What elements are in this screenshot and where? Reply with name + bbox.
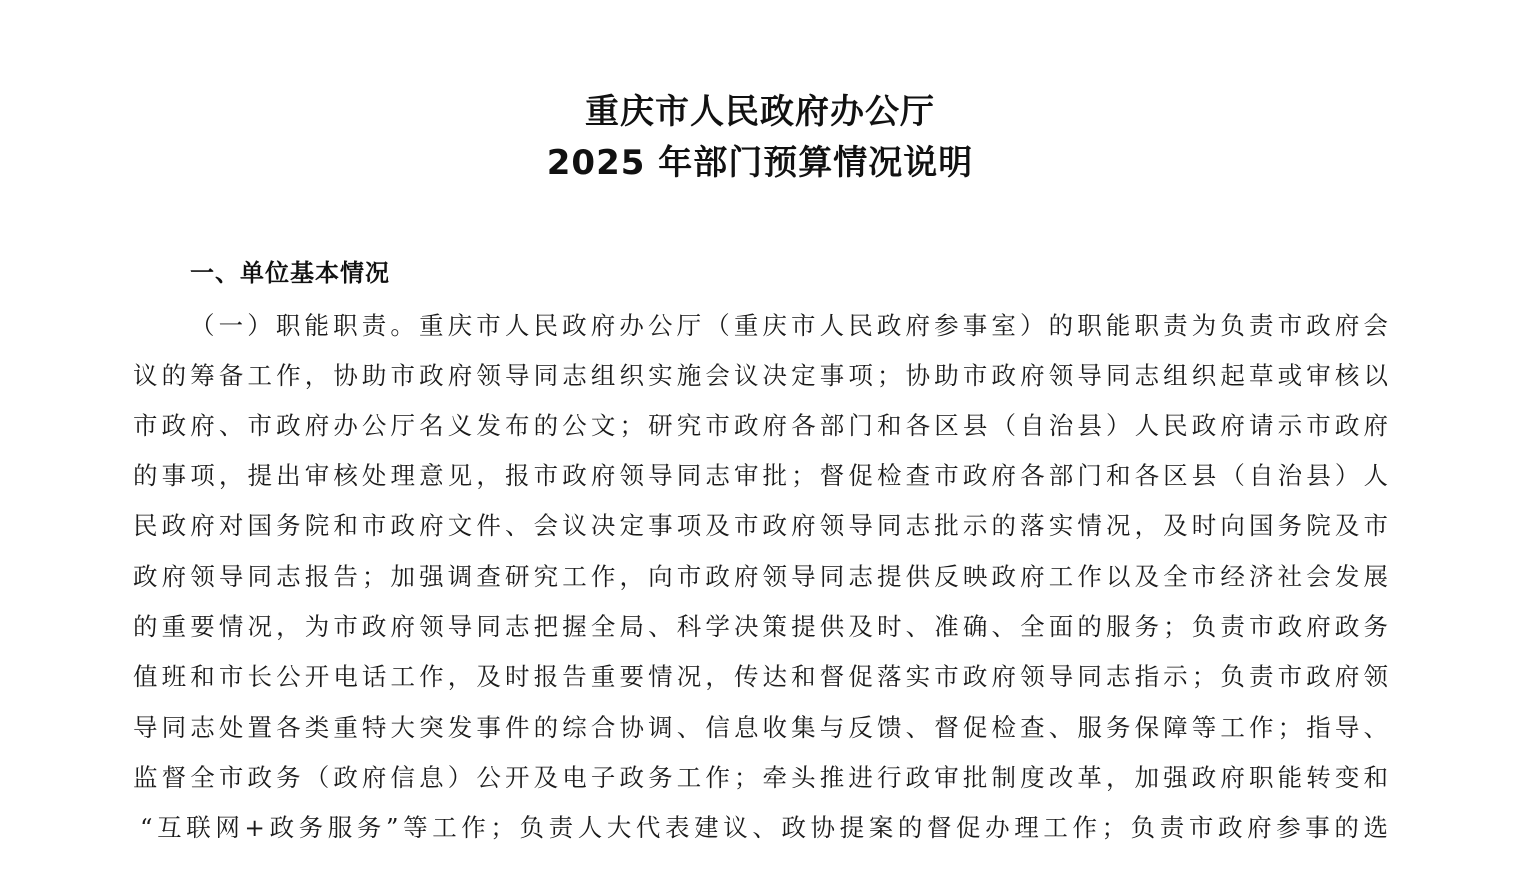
paragraph-line: （一）职能职责。重庆市人民政府办公厅（重庆市人民政府参事室）的职能职责为负责市政府会: [190, 311, 1388, 340]
paragraph-line: 市政府、市政府办公厅名义发布的公文；研究市政府各部门和各区县（自治县）人民政府请示市政府: [133, 411, 1388, 440]
paragraph-line: 监督全市政务（政府信息）公开及电子政务工作；牵头推进行政审批制度改革，加强政府职能转变和: [133, 763, 1388, 792]
paragraph-line: 的重要情况，为市政府领导同志把握全局、科学决策提供及时、准确、全面的服务；负责市政府政务: [133, 612, 1388, 641]
paragraph-line: 的事项，提出审核处理意见，报市政府领导同志审批；督促检查市政府各部门和各区县（自治县）人: [133, 461, 1388, 490]
section-heading: 一、单位基本情况: [190, 259, 390, 287]
paragraph-line: 值班和市长公开电话工作，及时报告重要情况，传达和督促落实市政府领导同志指示；负责市政府领: [133, 662, 1388, 691]
document-title-line-1: 重庆市人民政府办公厅: [585, 92, 935, 132]
paragraph-line: 政府领导同志报告；加强调查研究工作，向市政府领导同志提供反映政府工作以及全市经济社会发展: [133, 562, 1388, 591]
paragraph-line: 民政府对国务院和市政府文件、会议决定事项及市政府领导同志批示的落实情况，及时向国务院及市: [133, 511, 1388, 540]
paragraph-line: 导同志处置各类重特大突发事件的综合协调、信息收集与反馈、督促检查、服务保障等工作；指导、: [133, 713, 1388, 742]
paragraph-line: “互联网+政务服务”等工作；负责人大代表建议、政协提案的督促办理工作；负责市政府参事的选: [140, 813, 1388, 842]
paragraph-line: 议的筹备工作，协助市政府领导同志组织实施会议决定事项；协助市政府领导同志组织起草或审核以: [133, 361, 1388, 390]
document-title-line-2: 2025 年部门预算情况说明: [546, 143, 974, 183]
